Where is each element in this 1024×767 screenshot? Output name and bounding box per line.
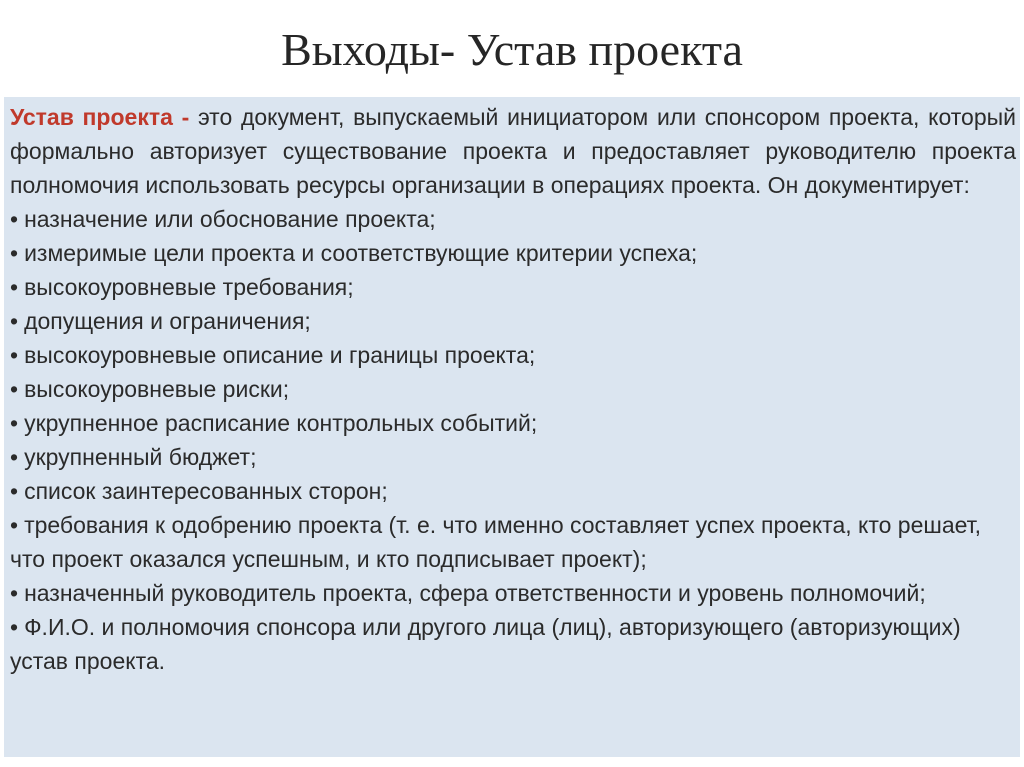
list-item-text: назначение или обоснование проекта; [24, 206, 436, 232]
bullet-icon: • [10, 478, 19, 504]
list-item-text: укрупненный бюджет; [24, 444, 257, 470]
bullet-icon: • [10, 512, 19, 538]
list-item [10, 270, 1016, 304]
charter-items-list [10, 202, 1016, 678]
list-item-text: высокоуровневые описание и границы проекта; [24, 342, 536, 368]
bullet-icon: • [10, 376, 19, 402]
bullet-icon: • [10, 342, 19, 368]
definition-paragraph [10, 100, 1016, 202]
list-item-text: список заинтересованных сторон; [24, 478, 388, 504]
list-item-text: допущения и ограничения; [24, 308, 311, 334]
bullet-icon: • [10, 240, 19, 266]
list-item-text: высокоуровневые риски; [24, 376, 290, 402]
list-item [10, 372, 1016, 406]
list-item-text: укрупненное расписание контрольных событий; [24, 410, 538, 436]
bullet-icon: • [10, 206, 19, 232]
list-item [10, 610, 1016, 678]
list-item [10, 202, 1016, 236]
bullet-icon: • [10, 410, 19, 436]
list-item [10, 236, 1016, 270]
list-item [10, 406, 1016, 440]
list-item-text: назначенный руководитель проекта, сфера ответственности и уровень полномочий; [24, 580, 926, 606]
list-item-text: требования к одобрению проекта (т. е. что именно составляет успех проекта, кто решает, что проект оказался успешным, и кто подписывает проект); [10, 512, 982, 572]
list-item [10, 338, 1016, 372]
term-label: Устав проекта - [10, 104, 190, 130]
list-item [10, 440, 1016, 474]
list-item [10, 576, 1016, 610]
slide-title: Выходы- Устав проекта [281, 24, 743, 75]
bullet-icon: • [10, 308, 19, 334]
bullet-icon: • [10, 614, 19, 640]
bullet-icon: • [10, 274, 19, 300]
definition-text: это документ, выпускаемый инициатором или спонсором проекта, который формально авторизует существование проекта и предоставляет руководителю проекта полномочия использовать ресурсы организации в операциях проекта. Он документирует: [10, 104, 1016, 198]
list-item [10, 304, 1016, 338]
content-text [10, 100, 1016, 678]
list-item [10, 508, 1016, 576]
list-item-text: Ф.И.О. и полномочия спонсора или другого лица (лиц), авторизующего (авторизующих) устав проекта. [10, 614, 961, 674]
list-item-text: измеримые цели проекта и соответствующие критерии успеха; [24, 240, 698, 266]
list-item [10, 474, 1016, 508]
bullet-icon: • [10, 580, 19, 606]
list-item-text: высокоуровневые требования; [24, 274, 354, 300]
bullet-icon: • [10, 444, 19, 470]
